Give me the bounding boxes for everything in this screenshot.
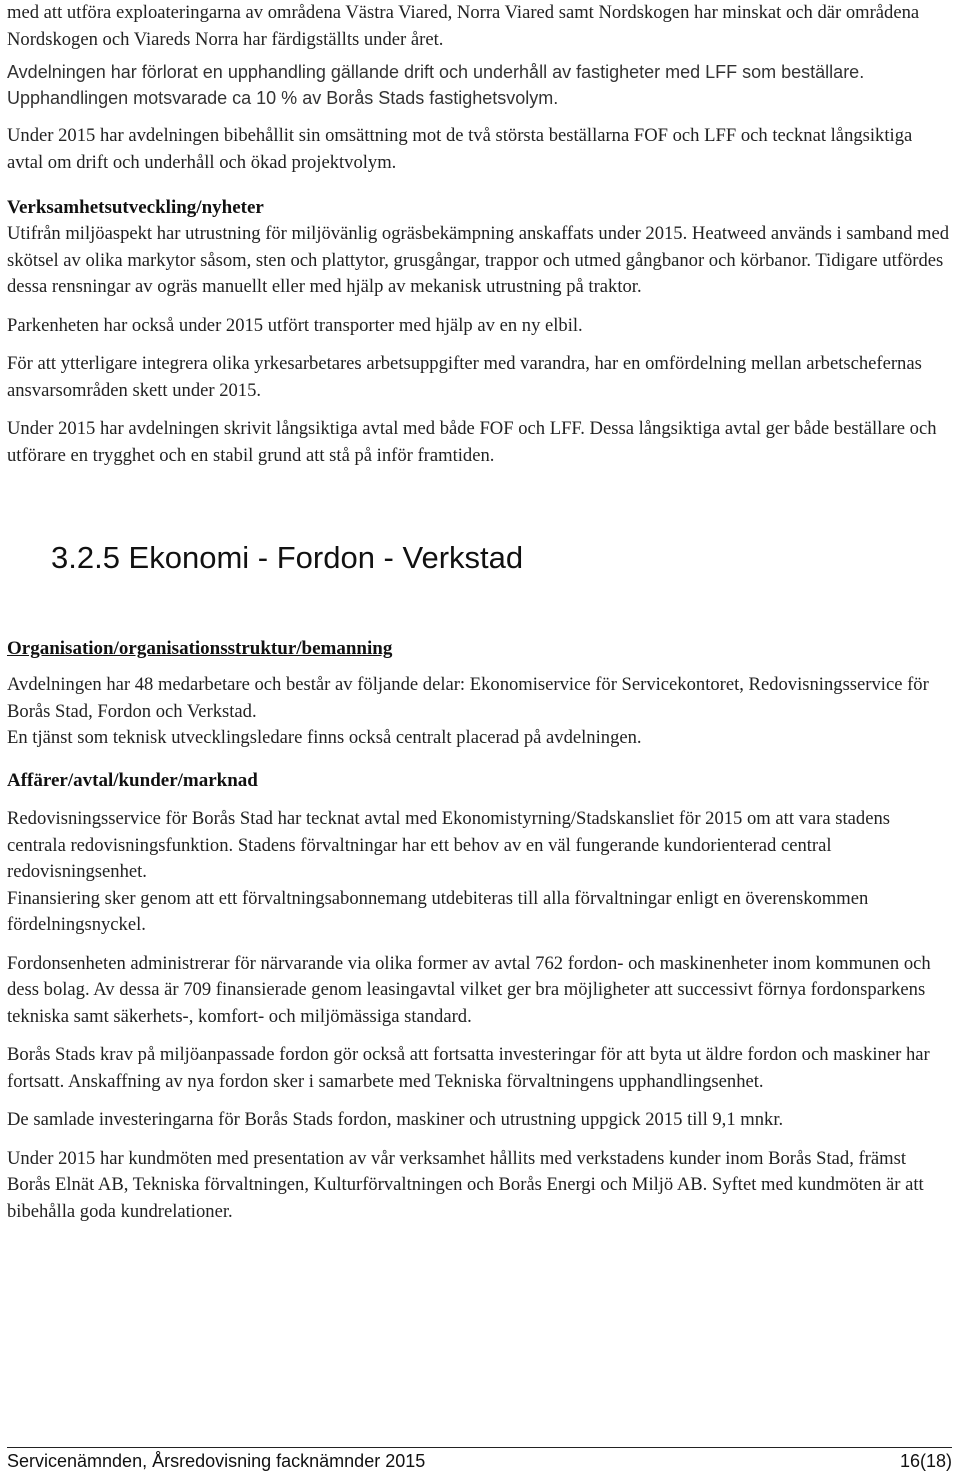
paragraph-utvecklingsledare: En tjänst som teknisk utvecklingsledare finns också centralt placerad på avdelningen. bbox=[7, 727, 642, 748]
paragraph-elbil: Parkenheten har också under 2015 utfört transporter med hjälp av en ny elbil. bbox=[7, 314, 583, 336]
organisation-heading: Organisation/organisationsstruktur/bemanning bbox=[7, 638, 393, 659]
paragraph-investeringar: De samlade investeringarna för Borås Stads fordon, maskiner och utrustning uppgick 2015 till 9,1 mnkr. bbox=[7, 1109, 784, 1130]
verksamhet-section bbox=[7, 195, 951, 469]
top-paragraphs bbox=[7, 0, 951, 176]
paragraph-finansiering: Finansiering sker genom att ett förvaltningsabonnemang utdebiteras till alla förvaltningar enligt en överenskommen fördelningsnyckel. bbox=[7, 887, 869, 935]
paragraph-omfordelning: För att ytterligare integrera olika yrkesarbetares arbetsuppgifter med varandra, har en omfördelning mellan arbetschefernas ansvarsområden skett under 2015. bbox=[7, 353, 922, 401]
paragraph-miljoanpassade-fordon: Borås Stads krav på miljöanpassade fordon gör också att fortsatta investeringar för att byta ut äldre fordon och maskiner har fortsatt. Anskaffning av nya fordon sker i samarbete med Tekniska förvaltningens upphandlingsenhet. bbox=[7, 1044, 930, 1092]
paragraph-heatweed: Utifrån miljöaspekt har utrustning för miljövänlig ogräsbekämpning anskaffats under 2015. Heatweed används i samband med skötsel av olika markytor såsom, sten och plattytor, grusgångar, trappor och utmed gångbanor och körbanor. Tidigare utfördes dessa rensningar av ogräs manuellt eller med hjälp av mekanisk utrustning på traktor. bbox=[7, 223, 950, 297]
paragraph-redovisningsservice: Redovisningsservice för Borås Stad har tecknat avtal med Ekonomistyrning/Stadskansliet för 2015 om att vara stadens centrala redovisningsfunktion. Stadens förvaltningar har ett behov av en väl fungerande kundorienterad central redovisningsenhet. bbox=[7, 808, 891, 882]
organisation-section bbox=[7, 638, 951, 752]
page-number: 16(18) bbox=[899, 1451, 952, 1471]
paragraph-medarbetare: Avdelningen har 48 medarbetare och består av följande delar: Ekonomiservice för Servicekontoret, Redovisningsservice för Borås Stad, Fordon och Verkstad. bbox=[7, 674, 929, 722]
paragraph-kundmoten: Under 2015 har kundmöten med presentation av vår verksamhet hållits med verkstadens kunder inom Borås Stad, främst Borås Elnät AB, Tekniska förvaltningen, Kulturförvaltningen och Borås Energi och Miljö AB. Syftet med kundmöten är att bibehålla goda kundrelationer. bbox=[7, 1147, 924, 1222]
section-title: 3.2.5 Ekonomi - Fordon - Verkstad bbox=[51, 540, 524, 575]
paragraph-fordonsenheten: Fordonsenheten administrerar för närvarande via olika former av avtal 762 fordon- och maskinenheter inom kommunen och dess bolag. Av dessa är 709 finansierade genom leasingavtal vilket ger bra möjligheter att successivt förnya fordonsparkens tekniska samt säkerhets-, komfort- och miljömässiga standard. bbox=[7, 952, 931, 1027]
paragraph-upphandling: Avdelningen har förlorat en upphandling gällande drift och underhåll av fastigheter med LFF som beställare. Upphandlingen motsvarade ca 10 % av Borås Stads fastighetsvolym. bbox=[7, 62, 865, 108]
footer-title: Servicenämnden, Årsredovisning facknämnder 2015 bbox=[7, 1451, 426, 1471]
paragraph-exploatering: med att utföra exploateringarna av områdena Västra Viared, Norra Viared samt Nordskogen har minskat och där områdena Nordskogen och Viareds Norra har färdigställts under året. bbox=[7, 2, 920, 50]
paragraph-omsattning: Under 2015 har avdelningen bibehållit sin omsättning mot de två största beställarna FOF och LFF och tecknat långsiktiga avtal om drift och underhåll och ökad projektvolym. bbox=[7, 125, 913, 173]
paragraph-langsiktiga-avtal: Under 2015 har avdelningen skrivit långsiktiga avtal med både FOF och LFF. Dessa långsiktiga avtal ger både beställare och utförare en trygghet och en stabil grund att stå på inför framtiden. bbox=[7, 418, 937, 466]
verksamhet-heading: Verksamhetsutveckling/nyheter bbox=[7, 197, 264, 218]
affarer-section bbox=[7, 768, 951, 1225]
affarer-heading: Affärer/avtal/kunder/marknad bbox=[7, 770, 258, 791]
page-footer bbox=[7, 1447, 952, 1472]
